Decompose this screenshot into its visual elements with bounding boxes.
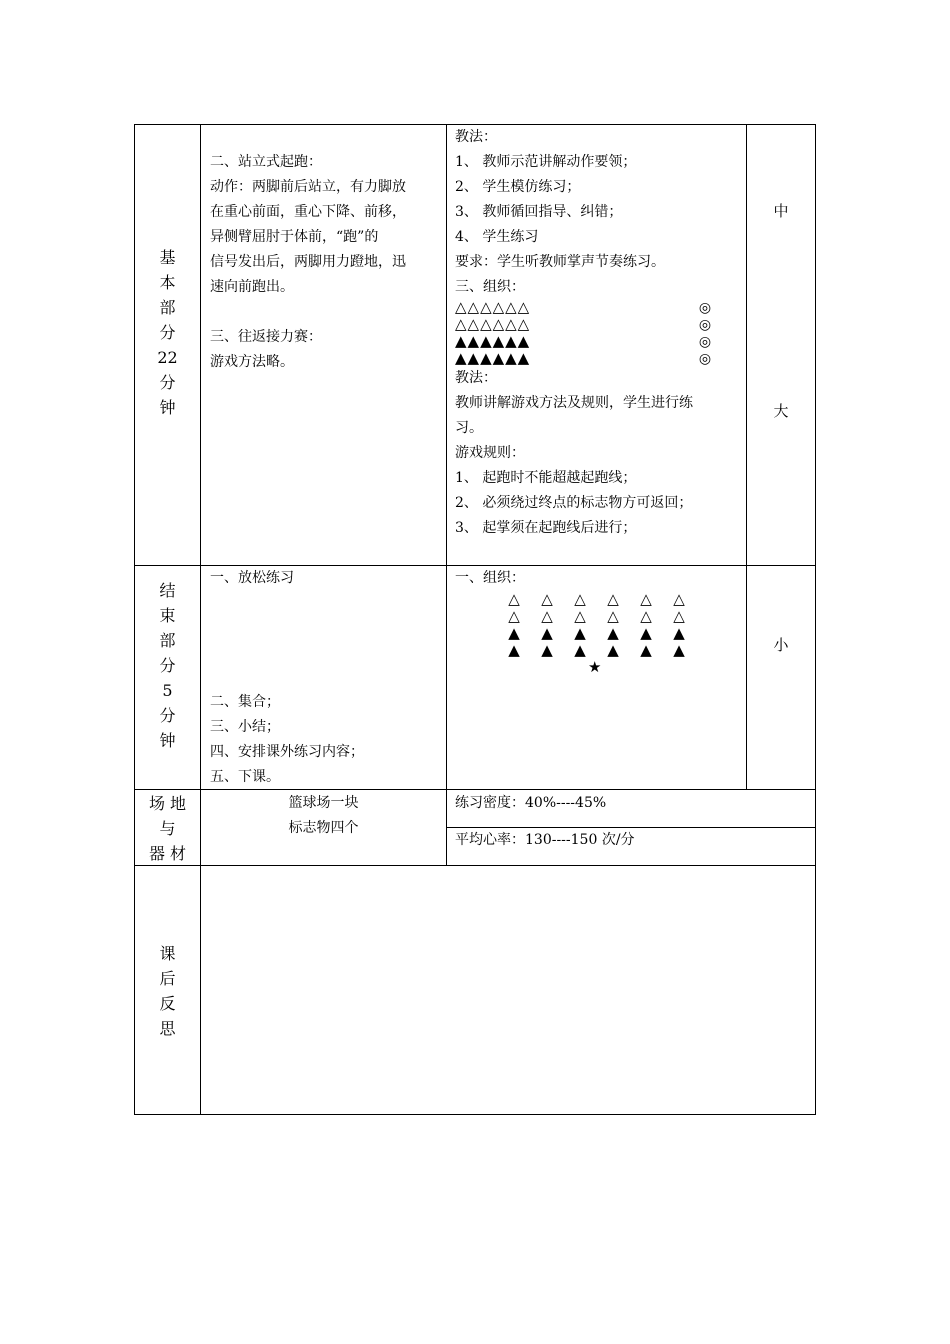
formation-mark: ▲	[673, 624, 685, 642]
target-marker-icon: ◎	[698, 300, 712, 316]
equipment-list	[201, 791, 446, 841]
venue-label-line: 场 地	[148, 794, 187, 813]
method-line: 2、 必须绕过终点的标志物方可返回；	[455, 495, 693, 511]
label-char: 束	[159, 606, 176, 625]
method-line: 要求：学生听教师掌声节奏练习。	[455, 254, 665, 270]
method-line: 3、 教师循回指导、纠错；	[455, 204, 623, 220]
label-char: 部	[159, 631, 176, 650]
formation-mark: △	[673, 590, 685, 608]
content-line: 异侧臂屈肘于体前，“跑”的	[210, 229, 379, 245]
label-char: 钟	[159, 731, 176, 750]
ending-item: 五、下课。	[210, 769, 280, 785]
content-line: 游戏方法略。	[210, 354, 294, 370]
intensity-low: 小	[773, 636, 789, 654]
venue-label	[135, 791, 200, 866]
method-line: 习。	[455, 420, 483, 436]
reflection-label	[135, 941, 200, 1041]
formation-mark: ▲	[574, 641, 586, 659]
label-char: 钟	[159, 398, 176, 417]
formation-mark: △	[574, 590, 586, 608]
label-char: 思	[159, 1019, 176, 1038]
method-line: 4、 学生练习	[455, 229, 539, 245]
table-bottom-border	[134, 1114, 816, 1115]
method-line: 教法：	[455, 129, 497, 145]
intensity-high: 大	[773, 402, 789, 420]
formation-mark: △	[607, 607, 619, 625]
practice-density: 练习密度：40%----45%	[455, 795, 607, 811]
label-char: 分	[159, 373, 176, 392]
formation-mark: ▲	[541, 624, 553, 642]
label-char: 后	[159, 969, 176, 988]
content-column-divider	[446, 124, 447, 866]
method-line: 教法：	[455, 370, 497, 386]
venue-label-line: 与	[159, 819, 176, 838]
ending-items	[210, 690, 364, 790]
content-line	[210, 300, 406, 325]
content-line: 三、往返接力赛：	[210, 329, 322, 345]
label-char: 分	[159, 706, 176, 725]
label-char: 反	[159, 994, 176, 1013]
formation-mark: ▲	[640, 624, 652, 642]
basic-section-label	[135, 245, 200, 420]
formation-mark: ▲	[574, 624, 586, 642]
content-line: 二、站立式起跑：	[210, 154, 322, 170]
label-char: 5	[162, 681, 173, 700]
basic-method-top	[455, 125, 665, 300]
label-char: 课	[159, 944, 176, 963]
formation-mark: △	[508, 607, 520, 625]
formation-mark: ▲	[607, 624, 619, 642]
label-char: 部	[159, 298, 176, 317]
formation-mark: △	[640, 607, 652, 625]
formation-mark: ▲	[673, 641, 685, 659]
content-line: 动作：两脚前后站立，有力脚放	[210, 179, 406, 195]
reflection-content-area[interactable]	[201, 866, 815, 1114]
content-line: 速向前跑出。	[210, 279, 294, 295]
formation-mark: △	[607, 590, 619, 608]
content-line: 在重心前面，重心下降、前移，	[210, 204, 406, 220]
ending-item: 三、小结；	[210, 719, 280, 735]
method-line: 3、 起掌须在起跑线后进行；	[455, 520, 637, 536]
target-marker-icon: ◎	[698, 334, 712, 350]
ending-item: 四、安排课外练习内容；	[210, 744, 364, 760]
formation-mark: ▲	[508, 624, 520, 642]
content-line: 信号发出后，两脚用力蹬地，迅	[210, 254, 406, 270]
venue-label-line: 器 材	[148, 844, 187, 863]
basic-method-bottom	[455, 366, 693, 541]
ending-org-label: 一、组织：	[455, 570, 525, 586]
average-heart-rate: 平均心率：130----150 次/分	[455, 832, 635, 848]
ending-section-label	[135, 578, 200, 753]
label-char: 分	[159, 656, 176, 675]
formation-row: △△△△△△	[455, 315, 531, 333]
formation-row: △△△△△△	[455, 298, 531, 316]
formation-mark: △	[640, 590, 652, 608]
formation-row: ▲▲▲▲▲▲	[455, 332, 531, 350]
label-char: 22	[157, 348, 178, 367]
formation-mark: ▲	[508, 641, 520, 659]
formation-mark: ▲	[640, 641, 652, 659]
equipment-item: 标志物四个	[288, 820, 359, 836]
ending-item-relax: 一、放松练习	[210, 570, 294, 586]
method-line: 1、 教师示范讲解动作要领；	[455, 154, 637, 170]
teacher-star-icon: ★	[588, 658, 603, 676]
formation-mark: ▲	[541, 641, 553, 659]
method-line: 游戏规则：	[455, 445, 525, 461]
formation-mark: △	[541, 590, 553, 608]
formation-mark: △	[541, 607, 553, 625]
formation-row: ▲▲▲▲▲▲	[455, 349, 531, 367]
method-line: 三、组织：	[455, 279, 525, 295]
ending-item: 二、集合；	[210, 694, 280, 710]
table-right-border	[815, 124, 816, 1115]
equipment-item: 篮球场一块	[288, 795, 359, 811]
formation-mark: △	[673, 607, 685, 625]
label-char: 结	[159, 581, 176, 600]
basic-content	[210, 150, 406, 375]
formation-mark: △	[508, 590, 520, 608]
label-char: 基	[159, 248, 176, 267]
target-marker-icon: ◎	[698, 317, 712, 333]
label-char: 分	[159, 323, 176, 342]
formation-mark: △	[574, 607, 586, 625]
method-line: 2、 学生模仿练习；	[455, 179, 581, 195]
target-marker-icon: ◎	[698, 351, 712, 367]
method-line: 教师讲解游戏方法及规则，学生进行练	[455, 395, 693, 411]
formation-mark: ▲	[607, 641, 619, 659]
method-line: 1、 起跑时不能超越起跑线；	[455, 470, 637, 486]
intensity-medium: 中	[773, 202, 789, 220]
label-char: 本	[159, 273, 176, 292]
